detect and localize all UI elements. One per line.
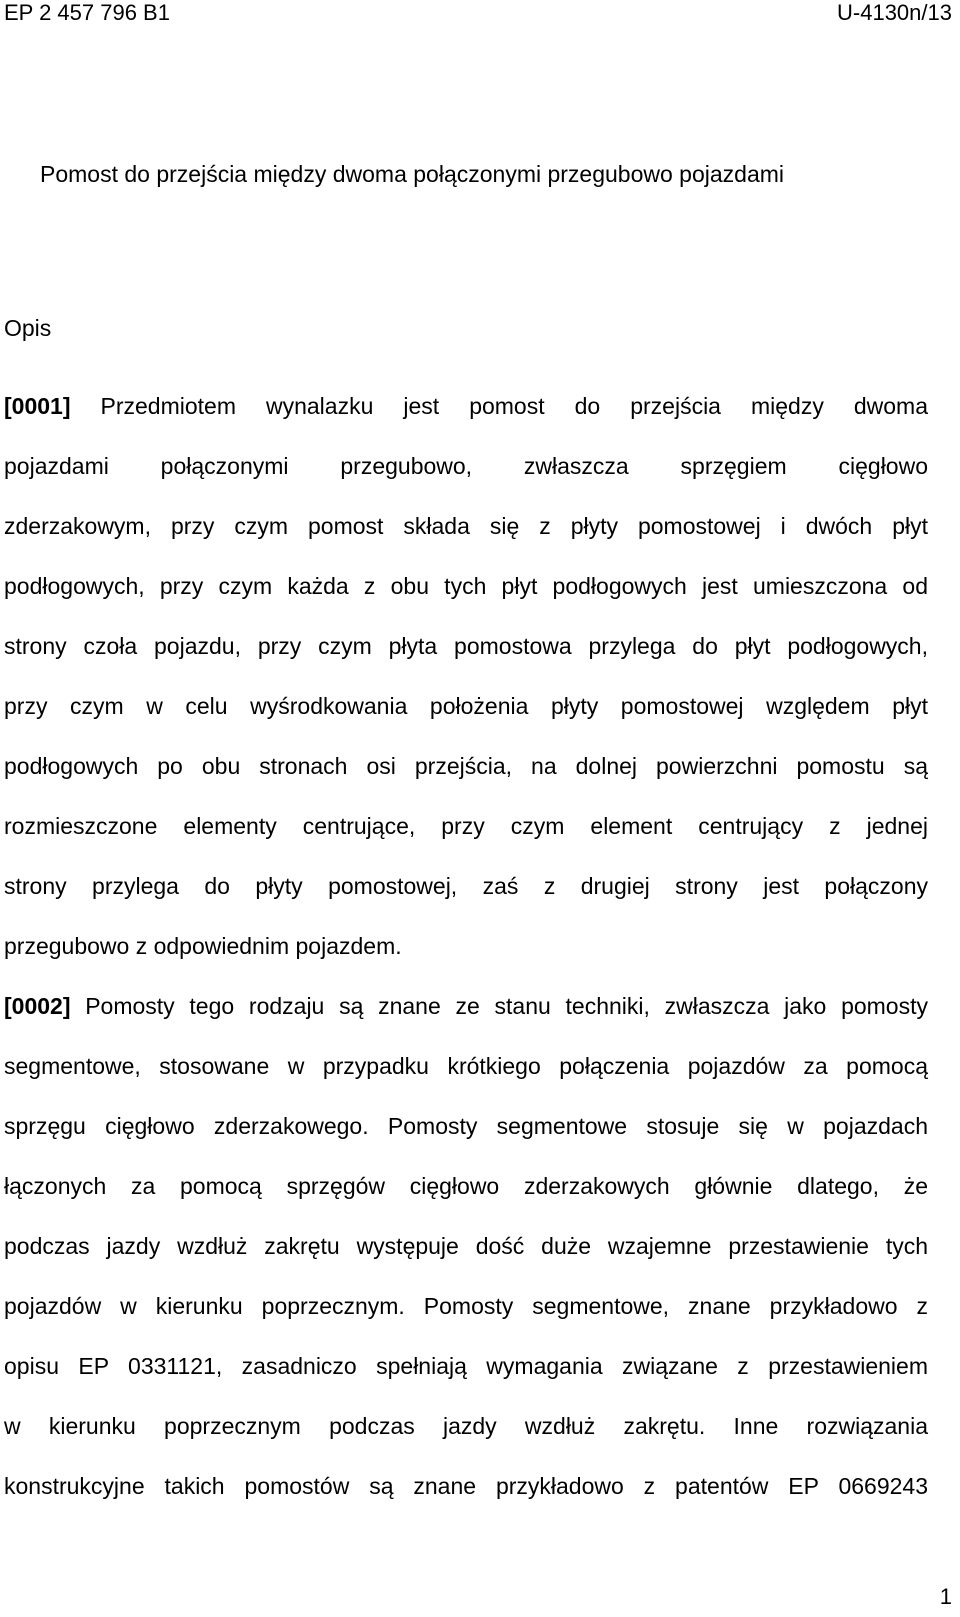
paragraph-line: podłogowych, przy czym każda z obu tych płyt podłogowych jest umieszczona od [4, 573, 928, 599]
paragraph-line: strony czoła pojazdu, przy czym płyta pomostowa przylega do płyt podłogowych, [4, 633, 928, 659]
paragraph-line: zderzakowym, przy czym pomost składa się z płyty pomostowej i dwóch płyt [4, 513, 928, 539]
paragraph-tag: [0001] [4, 393, 71, 419]
page-number: 1 [939, 1584, 952, 1609]
document-reference: U-4130n/13 [837, 0, 952, 25]
paragraph-line: [0001] Przedmiotem wynalazku jest pomost do przejścia między dwoma [4, 393, 928, 419]
paragraph-line: w kierunku poprzecznym podczas jazdy wzdłuż zakrętu. Inne rozwiązania [4, 1413, 928, 1439]
paragraph-0002 [4, 976, 928, 1516]
paragraph-line: łączonych za pomocą sprzęgów cięgłowo zderzakowych głównie dlatego, że [4, 1173, 928, 1199]
paragraph-line: konstrukcyjne takich pomostów są znane przykładowo z patentów EP 0669243 [4, 1473, 928, 1499]
paragraph-line: podłogowych po obu stronach osi przejścia, na dolnej powierzchni pomostu są [4, 753, 928, 779]
paragraph-line: segmentowe, stosowane w przypadku krótkiego połączenia pojazdów za pomocą [4, 1053, 928, 1079]
patent-number: EP 2 457 796 B1 [4, 0, 170, 25]
document-title: Pomost do przejścia między dwoma połączonymi przegubowo pojazdami [40, 161, 785, 187]
paragraph-0001 [4, 376, 928, 976]
paragraph-line: przy czym w celu wyśrodkowania położenia płyty pomostowej względem płyt [4, 693, 928, 719]
paragraph-line: rozmieszczone elementy centrujące, przy czym element centrujący z jednej [4, 813, 928, 839]
paragraph-line: sprzęgu cięgłowo zderzakowego. Pomosty segmentowe stosuje się w pojazdach [4, 1113, 928, 1139]
paragraph-line: przegubowo z odpowiednim pojazdem. [4, 933, 402, 959]
paragraph-line: [0002] Pomosty tego rodzaju są znane ze stanu techniki, zwłaszcza jako pomosty [4, 993, 928, 1019]
paragraph-line: strony przylega do płyty pomostowej, zaś z drugiej strony jest połączony [4, 873, 928, 899]
paragraph-tag: [0002] [4, 993, 71, 1019]
paragraph-line: pojazdów w kierunku poprzecznym. Pomosty segmentowe, znane przykładowo z [4, 1293, 928, 1319]
section-heading: Opis [4, 315, 52, 341]
paragraph-line: pojazdami połączonymi przegubowo, zwłaszcza sprzęgiem cięgłowo [4, 453, 928, 479]
paragraph-line: opisu EP 0331121, zasadniczo spełniają wymagania związane z przestawieniem [4, 1353, 928, 1379]
paragraph-line: podczas jazdy wzdłuż zakrętu występuje dość duże wzajemne przestawienie tych [4, 1233, 928, 1259]
